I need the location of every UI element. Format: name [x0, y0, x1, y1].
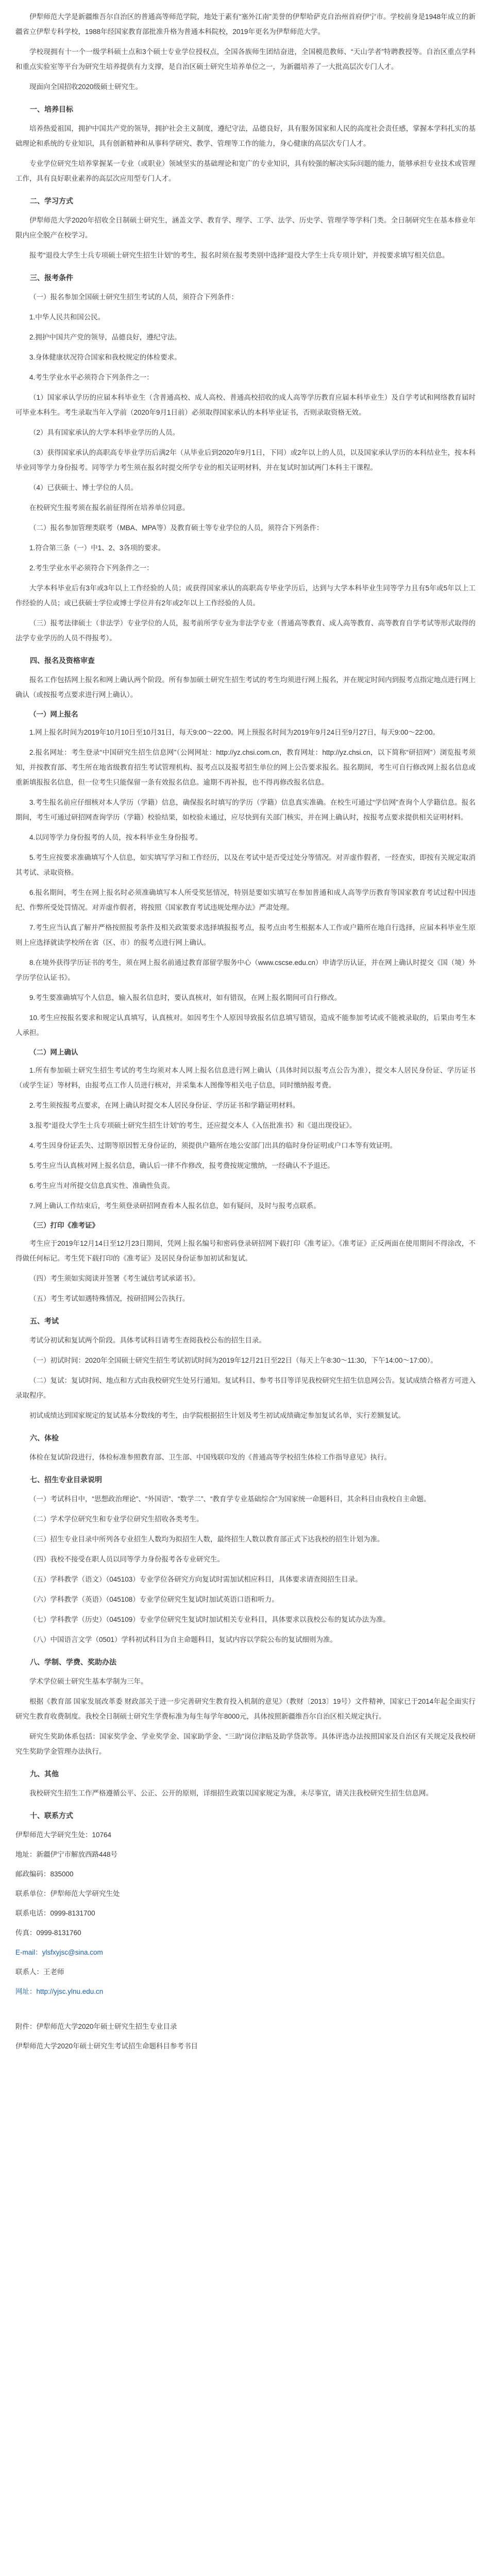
- section-heading: 六、体检: [30, 1434, 59, 1442]
- section-paragraph: 2.考生须按报考点要求，在网上确认时提交本人居民身份证、学历证书和学籍证明材料。: [29, 1101, 300, 1109]
- section-paragraph: 2.报名网址：考生登录“中国研究生招生信息网”（公网网址：http://yz.chsi.com.cn，教育网址：http://yz.chsi.cn，以下简称“研招网”）浏览报考须知，并按教育部、考生所在地省级教育招生考试管理机构、报考点以及报考招生单位的网上公告要求报名。报名期间，考生可自行修改网上报名信息或重新填报报名信息，但一位考生只能保留一条有效报名信息。逾期不再补报，也不得再修改报名信息。: [15, 749, 476, 786]
- section-paragraph: （四）考生须如实阅读并签署《考生诚信考试承诺书》。: [29, 1275, 200, 1282]
- section-heading: 四、报名及资格审查: [30, 656, 95, 665]
- section-paragraph: 初试成绩达到国家规定的复试基本分数线的考生，由学院根据招生计划及考生初试成绩确定参加复试名单，实行差额复试。: [29, 1412, 405, 1419]
- section-paragraph: 2.考生学业水平必须符合下列条件之一：: [29, 564, 154, 572]
- contact-line: 伊犁师范大学研究生处：10764: [15, 1831, 112, 1839]
- section-paragraph: 专业学位研究生培养掌握某一专业（或职业）领域坚实的基础理论和宽广的专业知识，具有较强的解决实际问题的能力，能够承担专业技术或管理工作，具有良好职业素养的高层次应用型专门人才。: [15, 160, 476, 182]
- section-s10: [15, 1808, 476, 1823]
- section-paragraph: 4.以同等学力身份报考的人员，按本科毕业生身份报考。: [29, 834, 202, 841]
- section-s3: [15, 270, 476, 515]
- section-subheading: （一）网上报名: [29, 710, 78, 718]
- section-heading: 九、其他: [30, 1770, 59, 1778]
- section-s8: [15, 1654, 476, 1759]
- section-heading: 一、培养目标: [30, 105, 73, 113]
- spacer: [15, 2004, 476, 2019]
- section-paragraph: 1.所有参加硕士研究生招生考试的考生均须对本人网上报名信息进行网上确认（具体时间以报考点公告为准），提交本人居民身份证、学历证书（或学生证）等材料，由报考点工作人员进行核对，并采集本人图像等相关电子信息，同时缴纳报考费。: [15, 1066, 476, 1089]
- section-s7: [15, 1472, 476, 1647]
- attachment-note: 附件：伊犁师范大学2020年硕士研究生招生专业目录: [15, 2023, 177, 2030]
- section-heading: 八、学制、学费、奖助办法: [30, 1658, 116, 1666]
- section-paragraph: （五）考生考试如遇特殊情况，按研招网公告执行。: [29, 1295, 190, 1302]
- contact-line: 邮政编码：835000: [15, 1870, 74, 1878]
- contact-section: [15, 1827, 476, 1999]
- section-paragraph: 3.报考“退役大学生士兵专项硕士研究生招生计划”的考生，还应提交本人《入伍批准书》和《退出现役证》。: [29, 1122, 357, 1129]
- section-paragraph: 7.考生应当认真了解并严格按照报考条件及相关政策要求选择填报报考点，报考点由考生根据本人工作或户籍所在地自行选择，应届本科毕业生原则上应选择就读学校所在省（区、市）的报考点进行网上确认。: [15, 924, 476, 946]
- contact-line: 地址：新疆伊宁市解放西路448号: [15, 1851, 118, 1858]
- section-s4: [15, 653, 476, 702]
- section-paragraph: （三）报考法律硕士（非法学）专业学位的人员，报考前所学专业为非法学专业（普通高等教育、成人高等教育、高等教育自学考试等形式取得的法学专业学历的人员不得报考）。: [15, 619, 476, 642]
- section-paragraph: 4.考生学业水平必须符合下列条件之一：: [29, 374, 154, 381]
- section-paragraph: 3.身体健康状况符合国家和我校规定的体检要求。: [29, 353, 181, 361]
- section-paragraph: 1.网上报名时间为2019年10月10日至10月31日，每天9:00～22:00。网上预报名时间为2019年9月24日至9月27日，每天9:00～22:00。: [29, 728, 440, 736]
- section-paragraph: 研究生奖助体系包括：国家奖学金、学业奖学金、国家助学金、“三助”岗位津贴及助学贷款等。具体评选办法按照国家及自治区有关规定及我校研究生奖助学金管理办法执行。: [15, 1733, 476, 1755]
- section-paragraph: 4.考生因身份证丢失、过期等原因暂无身份证的，须提供户籍所在地公安部门出具的临时身份证明或户口本等有效证明。: [29, 1142, 397, 1149]
- contact-line: 联系单位：伊犁师范大学研究生处: [15, 1890, 120, 1897]
- section-paragraph: 大学本科毕业后有3年或3年以上工作经验的人员；或获得国家承认的高职高专毕业学历后，达到与大学本科毕业生同等学力且有5年或5年以上工作经验的人员；或已获硕士学位或博士学位并有2年或2年以上工作经验的人员。: [15, 584, 476, 607]
- section-paragraph: （一）初试时间：2020年全国硕士研究生招生考试初试时间为2019年12月21日至22日（每天上午8:30～11:30，下午14:00～17:00）。: [29, 1357, 437, 1364]
- section-paragraph: 我校研究生招生工作严格遵循公平、公正、公开的原则，详细招生政策以国家规定为准，未尽事宜，请关注我校研究生招生信息网。: [29, 1789, 433, 1797]
- section-paragraph: 报考“退役大学生士兵专项硕士研究生招生计划”的考生，报名时须在报考类别中选择“退役大学生士兵专项计划”，并按要求填写相关信息。: [29, 251, 449, 259]
- intro-paragraph: 现面向全国招收2020级硕士研究生。: [29, 83, 143, 91]
- section-paragraph: 1.中华人民共和国公民。: [29, 313, 105, 321]
- section-paragraph: 1.符合第三条（一）中1、2、3各项的要求。: [29, 544, 165, 552]
- section-paragraph: 报名工作包括网上报名和网上确认两个阶段。所有参加硕士研究生招生考试的考生均须进行网上报名，并在规定时间内到报考点指定地点进行网上确认（或按报考点要求进行网上确认）。: [15, 676, 476, 699]
- section-paragraph: （一）报名参加全国硕士研究生招生考试的人员，须符合下列条件：: [29, 293, 238, 301]
- intro-paragraph: 学校现拥有十一个一级学科硕士点和3个硕士专业学位授权点，全国各族师生团结奋进，全国模范教师、“天山学者”特聘教授等。自治区重点学科和重点实验室等平台为研究生培养提供有力支撑，是自治区硕士研究生培养单位之一，为新疆培养了一大批高层次专门人才。: [15, 48, 476, 71]
- section-paragraph: 5.考生应按要求准确填写个人信息，如实填写学习和工作经历，以及在考试中是否受过处分等情况。对弄虚作假者，一经查实，即按有关规定取消其考试、录取资格。: [15, 854, 476, 876]
- section-paragraph: （2）具有国家承认的大学本科毕业学历的人员。: [29, 429, 180, 436]
- section-paragraph: （3）获得国家承认的高职高专毕业学历后满2年（从毕业后到2020年9月1日，下同）或2年以上的人员，以及国家承认学历的本科结业生，按本科毕业同等学力身份报考。同等学力考生须在报名时提交所学专业的相关证明材料，并在复试时加试两门本科主干课程。: [15, 449, 476, 471]
- section-paragraph: 体检在复试阶段进行，体检标准参照教育部、卫生部、中国残联印发的《普通高等学校招生体检工作指导意见》执行。: [29, 1453, 391, 1461]
- contact-line: 传真：0999-8131760: [15, 1929, 81, 1937]
- section-heading: 五、考试: [30, 1317, 59, 1325]
- contact-website-link[interactable]: 网址：http://yjsc.ylnu.edu.cn: [15, 1988, 104, 1995]
- section-paragraph: 根据《教育部 国家发展改革委 财政部关于进一步完善研究生教育投入机制的意见》（教财〔2013〕19号）文件精神，国家已于2014年起全面实行研究生教育收费制度。我校全日制硕士研究生学费标准为每生每学年8000元，具体按照新疆维吾尔自治区相关规定执行。: [15, 1698, 476, 1720]
- section-paragraph: 考生应于2019年12月14日至12月23日期间，凭网上报名编号和密码登录研招网下载打印《准考证》。《准考证》正反两面在使用期间不得涂改，不得做任何标记。考生凭下载打印的《准考证》及居民身份证参加初试和复试。: [15, 1240, 476, 1262]
- section-heading: 七、招生专业目录说明: [30, 1476, 102, 1484]
- section-paragraph: 9.考生要准确填写个人信息，输入报名信息时，要认真核对，如有错误，在网上报名期间可自行修改。: [29, 994, 342, 1002]
- section-paragraph: 8.在境外获得学历证书的考生，须在网上报名前通过教育部留学服务中心（www.cscse.edu.cn）申请学历认证，并在网上确认时提交《国（境）外学历学位认证书》。: [15, 959, 476, 981]
- section-subheading: （三）打印《准考证》: [29, 1222, 99, 1229]
- section-heading: 三、报考条件: [30, 274, 73, 282]
- section-paragraph: （八）中国语言文学（0501）学科初试科目为自主命题科目，复试内容以学院公布的复试细则为准。: [29, 1636, 337, 1643]
- section-heading: 二、学习方式: [30, 197, 73, 205]
- section-paragraph: 学术学位硕士研究生基本学制为三年。: [29, 1677, 148, 1685]
- signature-line: 伊犁师范大学2020年硕士研究生考试招生命题科目参考书目: [15, 2042, 198, 2050]
- section-paragraph: （二）学术学位研究生和专业学位研究生招收各类考生。: [29, 1515, 204, 1523]
- intro-paragraph: 伊犁师范大学是新疆维吾尔自治区的普通高等师范学院，地处于素有“塞外江南”美誉的伊犁哈萨克自治州首府伊宁市。学校前身是1948年成立的新疆省立伊犁专科学校，1988年经国家教育部批准升格为普通本科院校，2019年更名为伊犁师范大学。: [15, 13, 476, 36]
- section-s4a: [15, 707, 476, 1040]
- section-paragraph: （四）我校不接受在职人员以同等学力身份报考各专业研究生。: [29, 1555, 224, 1563]
- section-paragraph: 6.考生应当对所提交信息真实性、准确性负责。: [29, 1182, 175, 1190]
- section-paragraph: （六）学科教学（英语）（045108）专业学位研究生复试时加试英语口语和听力。: [29, 1596, 279, 1603]
- section-paragraph: 培养热爱祖国，拥护中国共产党的领导，拥护社会主义制度，遵纪守法，品德良好，具有服务国家和人民的高度社会责任感，掌握本学科扎实的基础理论和系统的专业知识，具有创新精神和从事科学研究、教学、管理等工作的能力，身心健康的高层次专门人才。: [15, 125, 476, 147]
- section-paragraph: 3.考生报名前应仔细核对本人学历（学籍）信息，确保报名时填写的学历（学籍）信息真实准确。在校生可通过“学信网”查询个人学籍信息。报名期间，考生可通过研招网查询学历（学籍）校验结果，如校验未通过，应尽快到有关部门核实，并在网上确认时，按报考点要求提供相关证明材料。: [15, 799, 476, 821]
- section-paragraph: 5.考生应当认真核对网上报名信息，确认后一律不作修改，报考费按规定缴纳，一经确认不予退还。: [29, 1162, 334, 1170]
- section-paragraph: 在校研究生报考须在报名前征得所在培养单位同意。: [29, 504, 190, 512]
- section-s6: [15, 1430, 476, 1465]
- section-paragraph: 伊犁师范大学2020年招收全日制硕士研究生，涵盖文学、教育学、理学、工学、法学、历史学、管理学等学科门类。全日制研究生在基本修业年限内应全脱产在校学习。: [15, 216, 476, 239]
- section-paragraph: （二）复试：复试时间、地点和方式由我校研究生处另行通知。复试科目、参考书目等详见我校研究生招生信息网公告。复试成绩合格者方可进入录取程序。: [15, 1377, 476, 1399]
- section-s5: [15, 1313, 476, 1423]
- section-paragraph: （1）国家承认学历的应届本科毕业生（含普通高校、成人高校、普通高校招收的成人高等学历教育应届本科毕业生）及自学考试和网络教育届时可毕业本科生。考生录取当年入学前（2020年9月1日前）必须取得国家承认的本科毕业证书，否则录取资格无效。: [15, 394, 476, 416]
- contact-line: 联系人：王老师: [15, 1968, 64, 1976]
- section-paragraph: 2.拥护中国共产党的领导，品德良好，遵纪守法。: [29, 333, 181, 341]
- section-paragraph: 10.考生应按报名要求和规定认真填写，认真核对。如因考生个人原因导致报名信息填写错误，造成不能参加考试或不能被录取的，后果由考生本人承担。: [15, 1014, 476, 1037]
- sections-container: [15, 101, 476, 1823]
- section-paragraph: 7.网上确认工作结束后，考生须登录研招网查看本人报名信息，如有疑问，及时与报考点联系。: [29, 1202, 320, 1210]
- contact-line: 联系电话：0999-8131700: [15, 1909, 95, 1917]
- section-paragraph: （三）招生专业目录中所列各专业招生人数均为拟招生人数，最终招生人数以教育部正式下达我校的招生计划为准。: [29, 1535, 384, 1543]
- section-paragraph: （一）考试科目中，“思想政治理论”、“外国语”、“数学二”、“教育学专业基础综合”为国家统一命题科目，其余科目由我校自主命题。: [29, 1495, 431, 1503]
- intro-section: [15, 9, 476, 94]
- section-s9: [15, 1766, 476, 1801]
- section-s4b: [15, 1045, 476, 1213]
- section-paragraph: 考试分初试和复试两个阶段。具体考试科目请考生查阅我校公布的招生目录。: [29, 1336, 266, 1344]
- section-s3b: [15, 520, 476, 646]
- section-heading: 十、联系方式: [30, 1811, 73, 1820]
- section-paragraph: （二）报名参加管理类联考（MBA、MPA等）及教育硕士等专业学位的人员，须符合下列条件：: [29, 524, 324, 532]
- contact-email-link[interactable]: E-mail：ylsfxyjsc@sina.com: [15, 1948, 103, 1956]
- section-s1: [15, 101, 476, 186]
- section-subheading: （二）网上确认: [29, 1048, 78, 1056]
- section-paragraph: （七）学科教学（历史）（045109）专业学位研究生复试时加试相关专业科目，具体要求以我校公布的复试办法为准。: [29, 1616, 390, 1623]
- section-paragraph: 6.报名期间，考生在网上报名时必须准确填写本人所受奖惩情况，特别是要如实填写在参加普通和成人高等学历教育等国家教育考试过程中因违纪、作弊所受处罚情况。对弄虚作假者，将按照《国家教育考试违规处理办法》严肃处理。: [15, 889, 476, 911]
- section-paragraph: （4）已获硕士、博士学位的人员。: [29, 484, 138, 492]
- section-s4c: [15, 1218, 476, 1306]
- section-s2: [15, 193, 476, 263]
- section-paragraph: （五）学科教学（语文）（045103）专业学位各研究方向复试时需加试相应科目，具体要求请查阅招生目录。: [29, 1575, 362, 1583]
